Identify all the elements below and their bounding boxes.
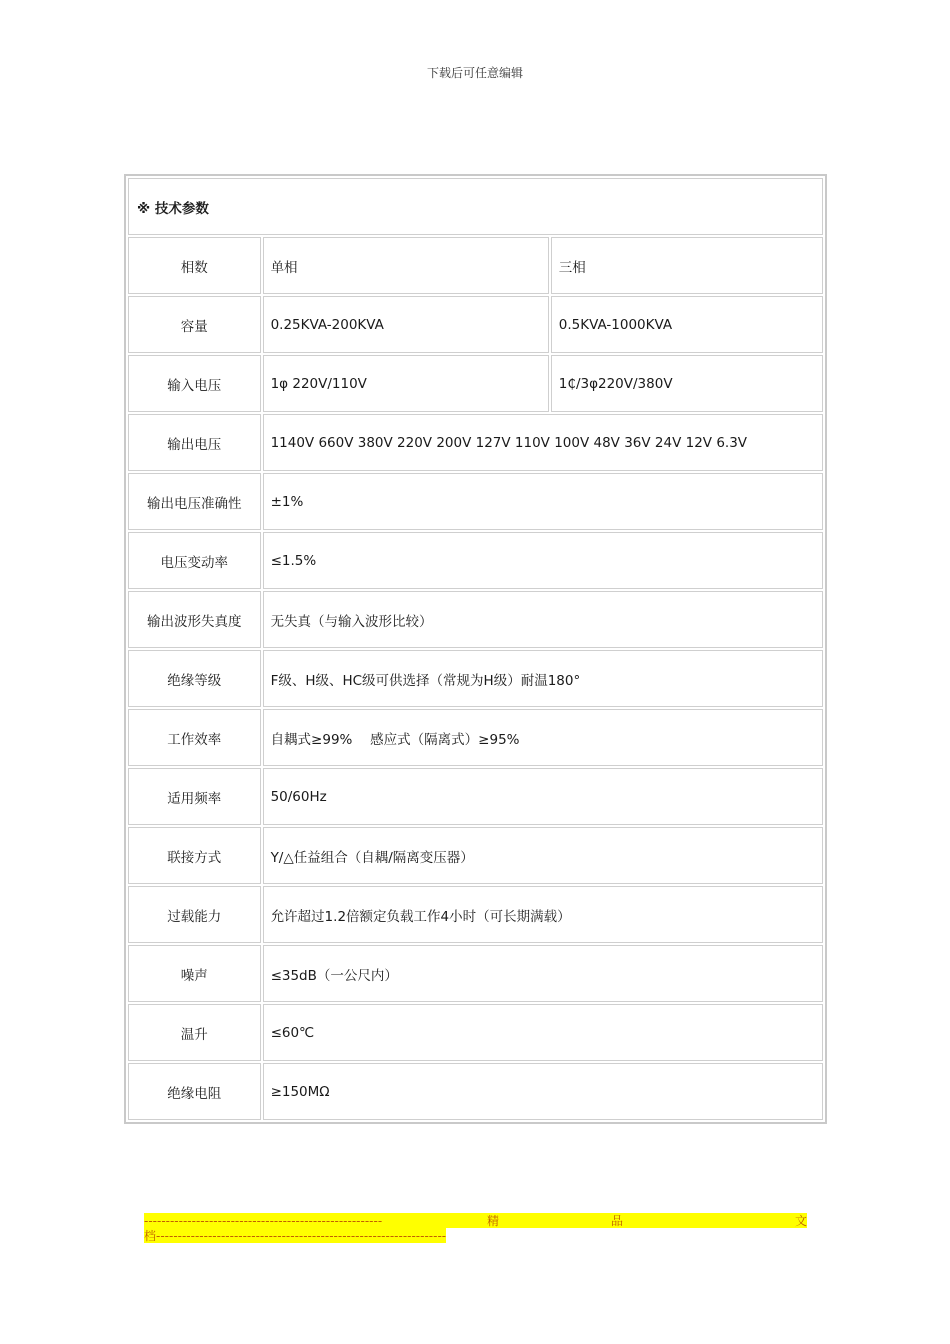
three-phase-value: 1₵/3φ220V/380V (551, 355, 823, 412)
table-row (128, 886, 823, 943)
row-label: 输出波形失真度 (128, 591, 261, 648)
row-value: 允许超过1.2倍额定负载工作4小时（可长期满载） (263, 886, 823, 943)
three-phase-value: 0.5KVA-1000KVA (551, 296, 823, 353)
table-row (128, 237, 823, 294)
row-value: ≤35dB（一公尺内） (263, 945, 823, 1002)
footer-char: 品 (610, 1214, 623, 1228)
table-row (128, 768, 823, 825)
row-label: 相数 (128, 237, 261, 294)
footer-chars (419, 1213, 807, 1228)
three-phase-value: 三相 (551, 237, 823, 294)
table-row (128, 532, 823, 589)
row-value: 自耦式≥99% 感应式（隔离式）≥95% (263, 709, 823, 766)
row-label: 噪声 (128, 945, 261, 1002)
table-row (128, 296, 823, 353)
table-row (128, 709, 823, 766)
footer-char: 精 (487, 1214, 500, 1228)
row-label: 电压变动率 (128, 532, 261, 589)
row-label: 容量 (128, 296, 261, 353)
footer-char: 文 (794, 1214, 807, 1228)
single-phase-value: 1φ 220V/110V (263, 355, 549, 412)
row-value: ≤1.5% (263, 532, 823, 589)
row-label: 过载能力 (128, 886, 261, 943)
row-label: 输出电压准确性 (128, 473, 261, 530)
single-phase-value: 单相 (263, 237, 549, 294)
footer-line-2: 档------------------------------------------------------------------- (144, 1229, 447, 1243)
table-row (128, 473, 823, 530)
row-value: Y/△任益组合（自耦/隔离变压器） (263, 827, 823, 884)
table-row (128, 945, 823, 1002)
footer-watermark (144, 1213, 807, 1245)
table-row (128, 1004, 823, 1061)
row-label: 输入电压 (128, 355, 261, 412)
footer-line-1 (144, 1213, 807, 1228)
row-label: 绝缘电阻 (128, 1063, 261, 1120)
table-row (128, 414, 823, 471)
table-row (128, 650, 823, 707)
row-label: 联接方式 (128, 827, 261, 884)
table-row (128, 591, 823, 648)
table-title-row (128, 178, 823, 235)
row-value: 1140V 660V 380V 220V 200V 127V 110V 100V 48V 36V 24V 12V 6.3V (263, 414, 823, 471)
table-row (128, 827, 823, 884)
spec-table (124, 174, 827, 1124)
row-value: ≤60℃ (263, 1004, 823, 1061)
row-label: 工作效率 (128, 709, 261, 766)
table-title: ※ 技术参数 (128, 178, 823, 235)
row-value: 无失真（与输入波形比较） (263, 591, 823, 648)
row-value: ≥150MΩ (263, 1063, 823, 1120)
row-value: F级、H级、HC级可供选择（常规为H级）耐温180° (263, 650, 823, 707)
row-label: 温升 (128, 1004, 261, 1061)
single-phase-value: 0.25KVA-200KVA (263, 296, 549, 353)
row-label: 输出电压 (128, 414, 261, 471)
row-label: 适用频率 (128, 768, 261, 825)
row-label: 绝缘等级 (128, 650, 261, 707)
row-value: ±1% (263, 473, 823, 530)
table-row (128, 1063, 823, 1120)
row-value: 50/60Hz (263, 768, 823, 825)
page-header: 下载后可任意编辑 (426, 66, 523, 80)
footer-dashes: ------------------------------------------------------- (144, 1214, 383, 1228)
table-row (128, 355, 823, 412)
